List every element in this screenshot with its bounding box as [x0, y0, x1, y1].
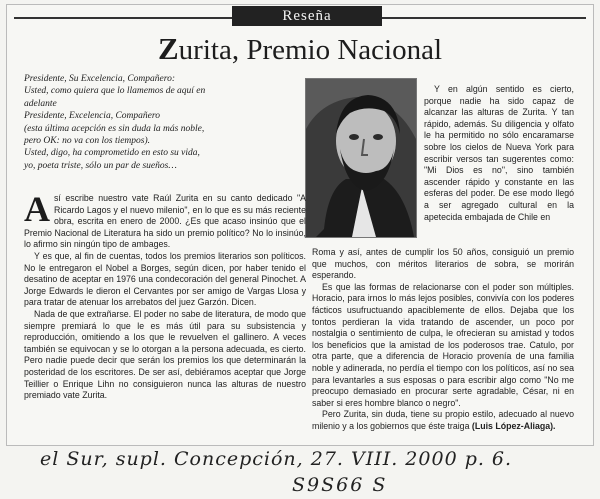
paragraph-6	[312, 409, 574, 432]
verse-line: Usted, digo, ha comprometido en esto su vida,	[24, 148, 200, 159]
paragraph-6-text: Pero Zurita, sin duda, tiene su propio estilo, adecuado al nuevo milenio y a los gobiernos que éste traiga	[312, 409, 574, 431]
title-initial: Z	[157, 31, 179, 66]
article-title	[0, 32, 600, 67]
verse-line: yo, poeta triste, sólo un par de sueños…	[24, 160, 177, 171]
drop-cap: A	[24, 189, 50, 229]
verse-line: Presidente, Su Excelencia, Compañero:	[24, 74, 175, 84]
author-portrait-photo	[305, 78, 417, 238]
article-right-bottom-column	[312, 247, 574, 433]
verse-line: pero OK: no va con los tiempos).	[24, 136, 151, 147]
paragraph-1-text: sí escribe nuestro vate Raúl Zurita en su canto dedicado "A Ricardo Lagos y el nuevo milenio", en lo que es su más reciente obra, escrita en enero de 2000. ¿Es que acaso insinúo que el Premio Nacional de Literatura ha sido un premio político? No lo insinúo, lo afirmo sin ningún tipo de ambages.	[24, 193, 306, 250]
handwritten-source-note: el Sur, supl. Concepción, 27. VIII. 2000 p. 6.	[40, 448, 513, 470]
paragraph-5: Es que las formas de relacionarse con el poder son múltiples. Horacio, para irnos lo más lejos posibles, convivía con los poderes fácticos usufructuando apaciblemente de ellos. Dejaba que los tontos perdieran la vida tratando de ascender, un poco por nostalgia o sentimiento de culpa, le ofrecieran su amistad y todos los beneficios que la amistad de los poderosos trae. Catulo, por otra parte, que a diferencia de Horacio provenía de una familia noble y adinerada, no perdía el tiempo con los políticos, así no sea para levantarles a sus esposas o para escribir algo como "No me preocupo demasiado en procurar serte agradable, César, ni en saber si eres hombre blanco o negro".	[312, 281, 574, 408]
paragraph-1	[24, 189, 306, 251]
verse-line: (esta última acepción es sin duda la más noble,	[24, 123, 205, 134]
section-label: Reseña	[232, 6, 382, 26]
epigraph-verse	[24, 73, 306, 172]
paragraph-3: Nada de que extrañarse. El poder no sabe de literatura, de modo que siempre premiará lo que le es más útil para su subsistencia y reproducción, omitiendo a los que le revuelven el gallinero. A veces también se equivocan y se lo otorgan a la persona adecuada, es cierto. Pero nadie puede decir que serán los premios los que determinarán la posteridad de los escritores. De ser así, debiéramos aceptar que Jorge Teillier o Enrique Lihn no consiguieron nunca las alturas de nuestro premiado vate Zurita.	[24, 308, 306, 401]
verse-line: Presidente, Excelencia, Compañero	[24, 111, 160, 122]
title-rest: urita, Premio Nacional	[178, 34, 443, 66]
portrait-drawing	[306, 79, 416, 237]
paragraph-4: Y en algún sentido es cierto, porque nadie ha sido capaz de alcanzar las alturas de Zurita. Y tan rápido, además. Su diligencia y olfato le ha permitido no sólo encaramarse sobre los cielos de Nueva York para escribir versos tan sugerentes como: "Mi Dios es no", sino también ascender rápido y constante en las esferas del poder. De ese modo llegó a ser agregado cultural en la apetecida embajada de Chile en	[424, 84, 574, 222]
article-left-column	[24, 189, 306, 402]
article-right-top-column	[424, 84, 574, 223]
verse-line: adelante	[24, 98, 57, 109]
paragraph-4-continued: Roma y así, antes de cumplir los 50 años, consiguió un premio que muchos, con méritos literarios de sobra, se morirán esperando.	[312, 247, 574, 281]
verse-line: Usted, como quiera que lo llamemos de aquí en	[24, 86, 206, 97]
author-signature: (Luis López-Aliaga).	[471, 420, 556, 431]
paragraph-2: Y es que, al fin de cuentas, todos los premios literarios son políticos. No le entregaron el Nobel a Borges, según dicen, por haber tenido el desatino de aceptar en 1976 una condecoración del general Pinochet. A Jorge Edwards le dieron el Cervantes por ser amigo de Vargas Llosa y para tratar de atenuar los arrebatos del juez Garzón. Dicen.	[24, 250, 306, 308]
handwritten-catalog-number: S9S66 S	[292, 474, 388, 496]
